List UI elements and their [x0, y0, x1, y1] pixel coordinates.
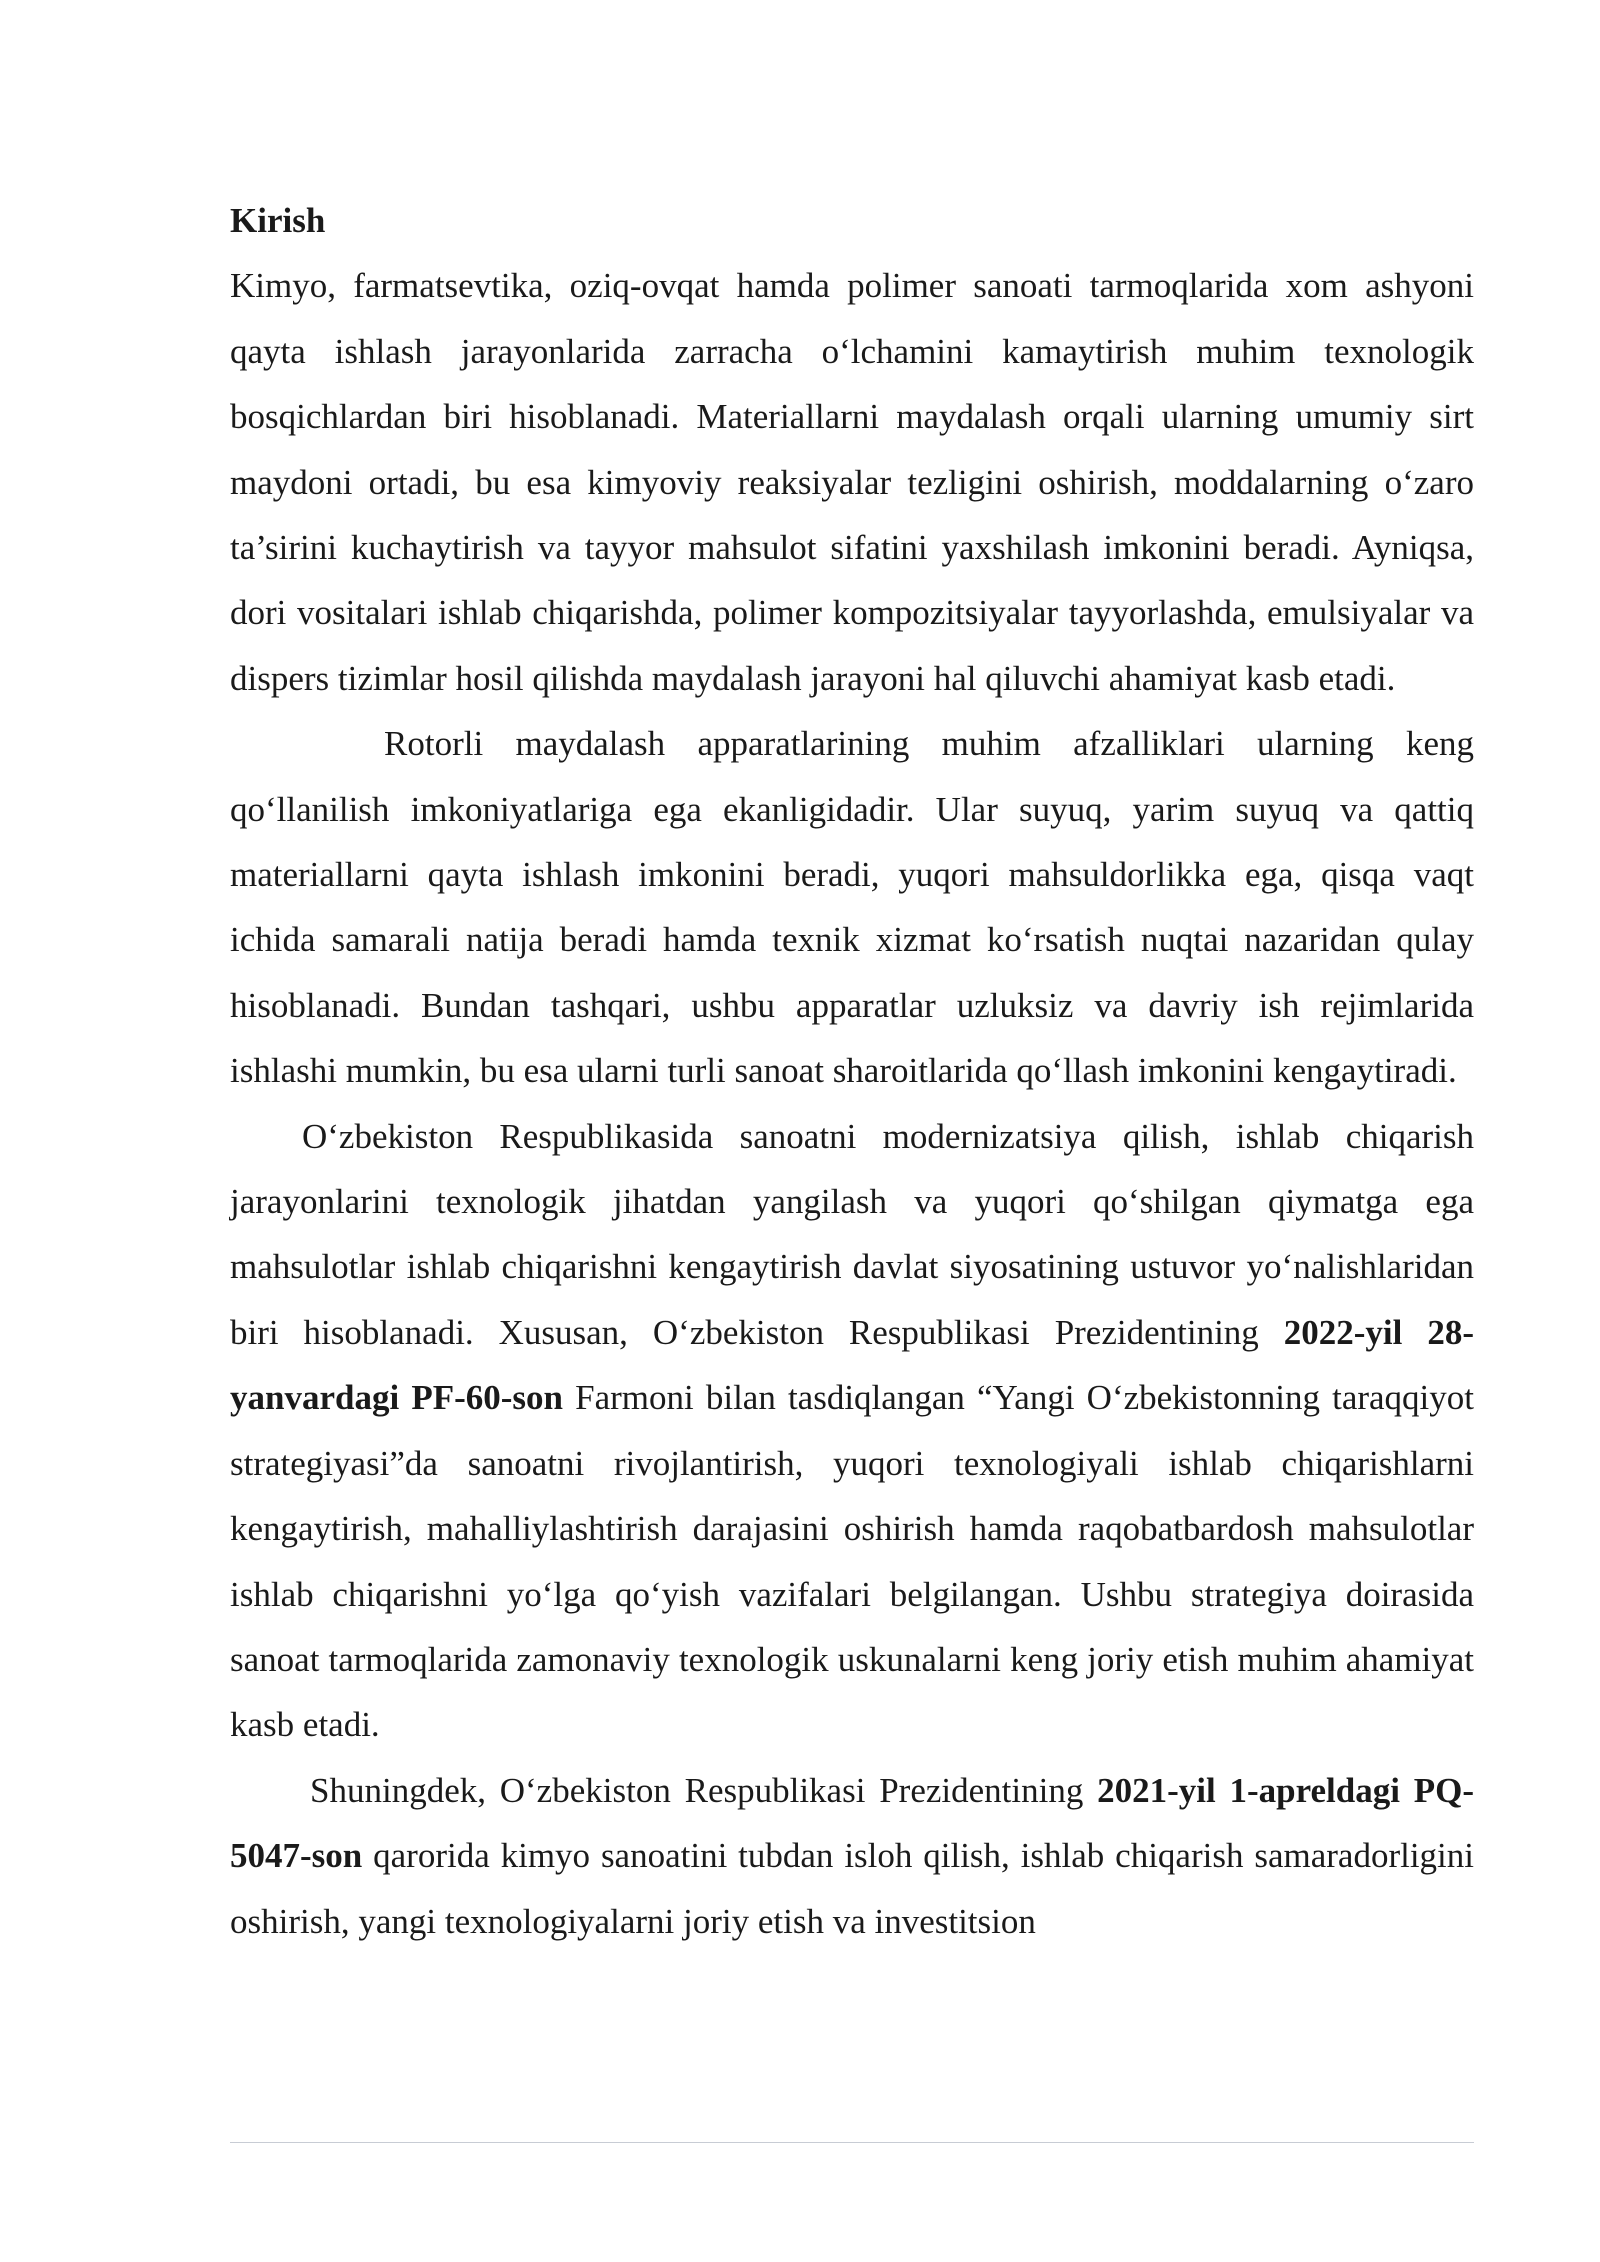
resolution-reference: 2021-yil 1-apreldagi PQ-5047-son [230, 1770, 1474, 1876]
paragraph-text: Shuningdek, O‘zbekiston Respublikasi Prezidentining [310, 1770, 1098, 1810]
decree-reference: 2022-yil 28-yanvardagi PF-60-son [230, 1312, 1474, 1418]
paragraph-text: qarorida kimyo sanoatini tubdan isloh qilish, ishlab chiqarish samaradorligini oshirish, yangi texnologiyalarni joriy etish va investitsion [230, 1836, 1474, 1941]
paragraph-text: O‘zbekiston Respublikasida sanoatni modernizatsiya qilish, ishlab chiqarish jarayonlarini texnologik jihatdan yangilash va yuqori qo‘shilgan qiymatga ega mahsulotlar ishlab chiqarishni kengaytirish davlat siyosatining ustuvor yo‘nalishlaridan biri hisoblanadi. Xususan, O‘zbekiston Respublikasi Prezidentining [230, 1116, 1474, 1352]
paragraph-intro: Kimyo, farmatsevtika, oziq-ovqat hamda polimer sanoati tarmoqlarida xom ashyoni qayta ishlash jarayonlarida zarracha o‘lchamini kamaytirish muhim texnologik bosqichlardan biri hisoblanadi. Materiallarni maydalash orqali ularning umumiy sirt maydoni ortadi, bu esa kimyoviy reaksiyalar tezligini oshirish, moddalarning o‘zaro ta’sirini kuchaytirish va tayyor mahsulot sifatini yaxshilash imkonini beradi. Ayniqsa, dori vositalari ishlab chiqarishda, polimer kompozitsiyalar tayyorlashda, emulsiyalar va dispers tizimlar hosil qilishda maydalash jarayoni hal qiluvchi ahamiyat kasb etadi. [230, 266, 1474, 698]
page-content [230, 188, 1474, 1954]
paragraph-rotor-advantages: Rotorli maydalash apparatlarining muhim afzalliklari ularning keng qo‘llanilish imkoniyatlariga ega ekanligidadir. Ular suyuq, yarim suyuq va qattiq materiallarni qayta ishlash imkonini beradi, yuqori mahsuldorlikka ega, qisqa vaqt ichida samarali natija beradi hamda texnik xizmat ko‘rsatish nuqtai nazaridan qulay hisoblanadi. Bundan tashqari, ushbu apparatlar uzluksiz va davriy ish rejimlarida ishlashi mumkin, bu esa ularni turli sanoat sharoitlarida qo‘llash imkonini kengaytiradi. [230, 724, 1474, 1091]
paragraph-strategy [230, 1104, 1474, 1758]
section-heading: Kirish [230, 201, 326, 240]
footer-divider [230, 2142, 1474, 2143]
paragraph-text: Farmoni bilan tasdiqlangan “Yangi O‘zbekistonning taraqqiyot strategiyasi”da sanoatni rivojlantirish, yuqori texnologiyali ishlab chiqarishlarni kengaytirish, mahalliylashtirish darajasini oshirish hamda raqobatbardosh mahsulotlar ishlab chiqarishni yo‘lga qo‘yish vazifalari belgilangan. Ushbu strategiya doirasida sanoat tarmoqlarida zamonaviy texnologik uskunalarni keng joriy etish muhim ahamiyat kasb etadi. [230, 1378, 1474, 1745]
paragraph-resolution [230, 1758, 1474, 1954]
